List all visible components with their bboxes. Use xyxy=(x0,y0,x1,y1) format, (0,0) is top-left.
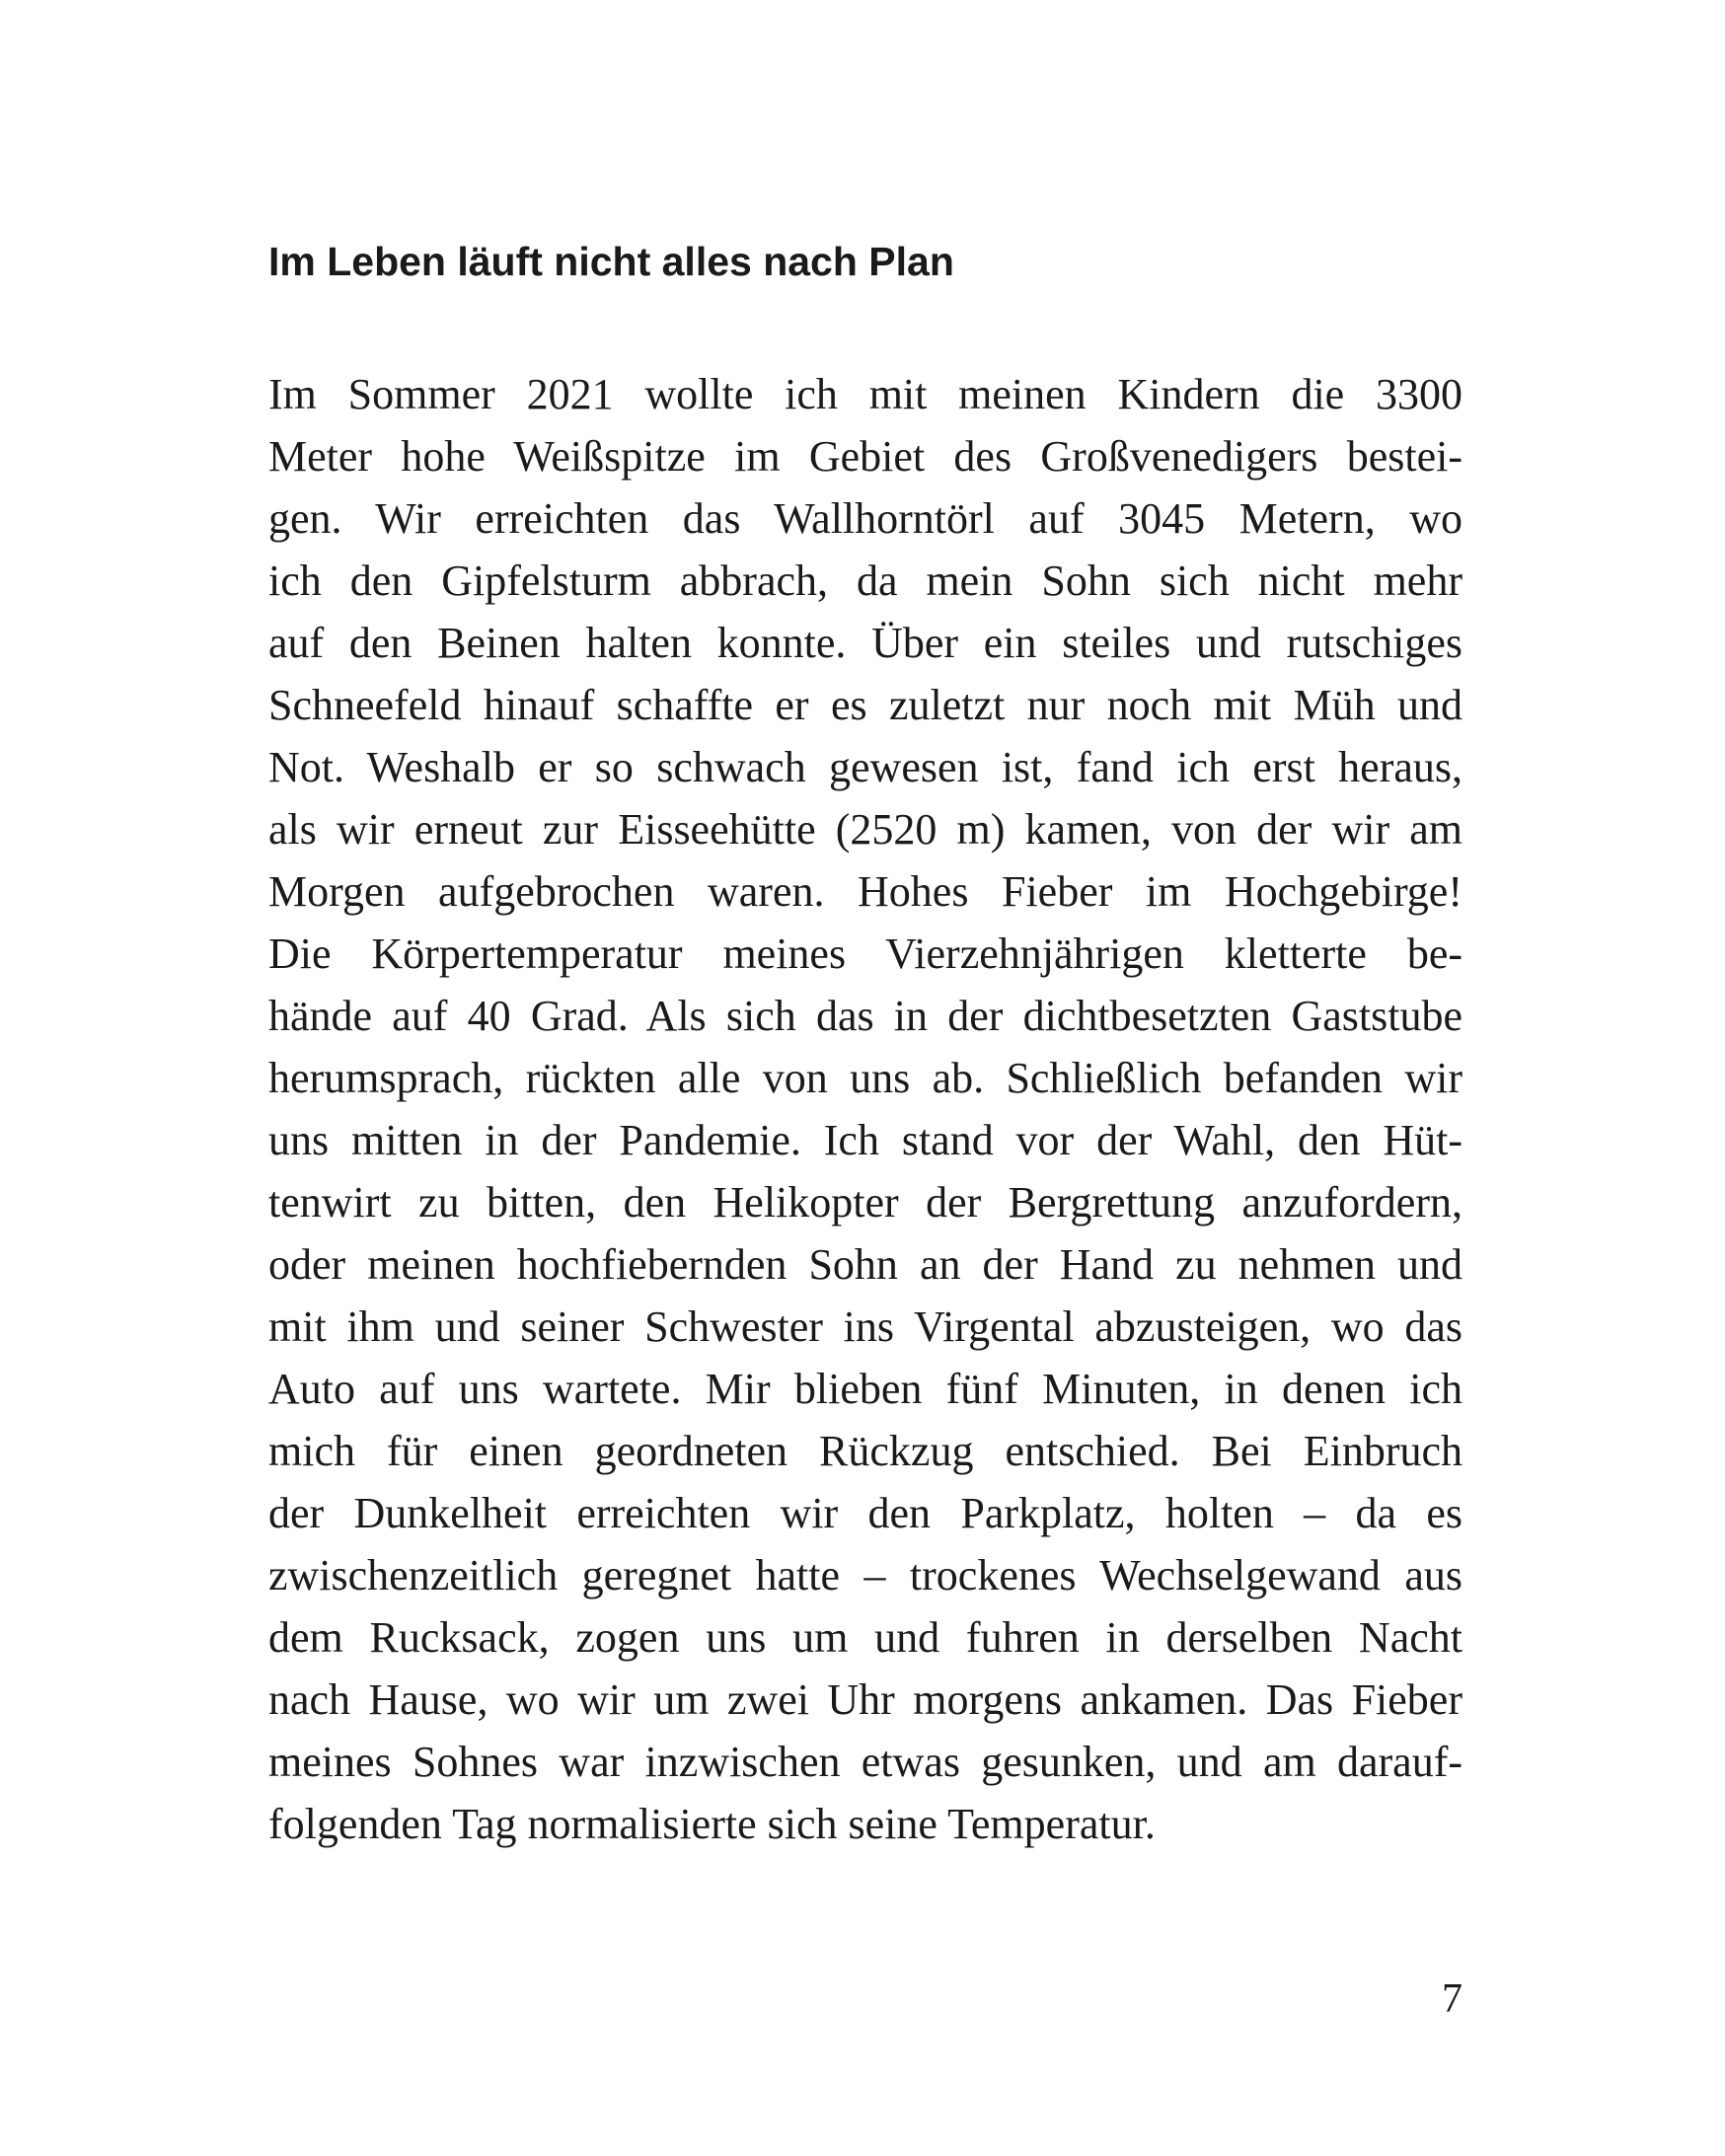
paragraph-line: tenwirt zu bitten, den Helikopter der Bergrettung anzufordern, xyxy=(268,1178,1462,1227)
paragraph-line: hände auf 40 Grad. Als sich das in der dichtbesetzten Gaststube xyxy=(268,992,1462,1040)
paragraph-line: herumsprach, rückten alle von uns ab. Schließlich befanden wir xyxy=(268,1054,1462,1102)
paragraph-line: Die Körpertemperatur meines Vierzehnjährigen kletterte be- xyxy=(268,929,1462,978)
paragraph-line: dem Rucksack, zogen uns um und fuhren in derselben Nacht xyxy=(268,1613,1462,1662)
paragraph-line: uns mitten in der Pandemie. Ich stand vor der Wahl, den Hüt- xyxy=(268,1116,1462,1164)
paragraph-line: gen. Wir erreichten das Wallhorntörl auf 3045 Metern, wo xyxy=(268,494,1462,543)
paragraph-line: mit ihm und seiner Schwester ins Virgental abzusteigen, wo das xyxy=(268,1302,1462,1351)
paragraph-line: ich den Gipfelsturm abbrach, da mein Sohn sich nicht mehr xyxy=(268,557,1462,605)
paragraph-line: Auto auf uns wartete. Mir blieben fünf Minuten, in denen ich xyxy=(268,1365,1462,1413)
paragraph-line: Schneefeld hinauf schaffte er es zuletzt nur noch mit Müh und xyxy=(268,681,1462,729)
paragraph-line: oder meinen hochfiebernden Sohn an der Hand zu nehmen und xyxy=(268,1240,1462,1289)
body-paragraph xyxy=(268,363,1462,1855)
paragraph-line: der Dunkelheit erreichten wir den Parkplatz, holten – da es xyxy=(268,1489,1462,1537)
paragraph-line: folgenden Tag normalisierte sich seine Temperatur. xyxy=(268,1800,1156,1848)
section-heading: Im Leben läuft nicht alles nach Plan xyxy=(268,239,954,284)
paragraph-line: nach Hause, wo wir um zwei Uhr morgens ankamen. Das Fieber xyxy=(268,1675,1462,1724)
paragraph-line: meines Sohnes war inzwischen etwas gesunken, und am darauf- xyxy=(268,1738,1462,1786)
paragraph-line: Meter hohe Weißspitze im Gebiet des Großvenedigers bestei- xyxy=(268,432,1462,481)
paragraph-line: als wir erneut zur Eisseehütte (2520 m) kamen, von der wir am xyxy=(268,805,1462,854)
paragraph-line: Not. Weshalb er so schwach gewesen ist, fand ich erst heraus, xyxy=(268,743,1462,791)
paragraph-line: Im Sommer 2021 wollte ich mit meinen Kindern die 3300 xyxy=(268,370,1462,418)
paragraph-line: zwischenzeitlich geregnet hatte – trockenes Wechselgewand aus xyxy=(268,1551,1462,1599)
paragraph-line: Morgen aufgebrochen waren. Hohes Fieber im Hochgebirge! xyxy=(268,867,1462,916)
paragraph-line: auf den Beinen halten konnte. Über ein steiles und rutschiges xyxy=(268,619,1462,667)
paragraph-line: mich für einen geordneten Rückzug entschied. Bei Einbruch xyxy=(268,1427,1462,1475)
page-number: 7 xyxy=(1442,1976,1462,2022)
